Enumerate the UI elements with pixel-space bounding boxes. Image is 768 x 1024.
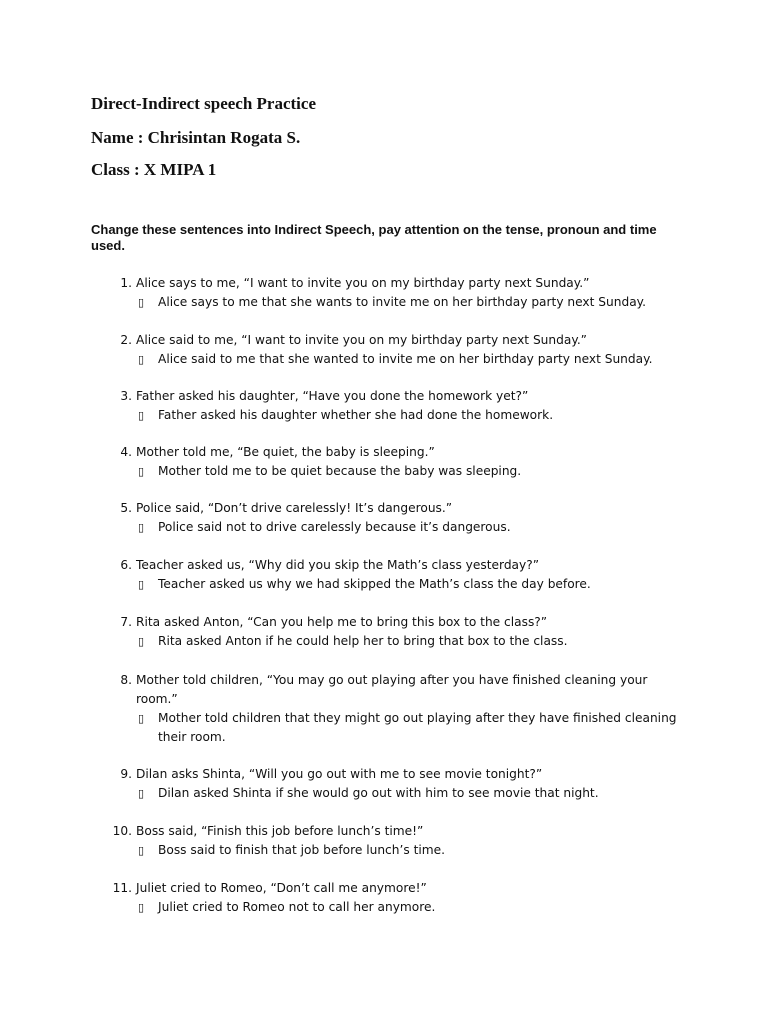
arrow-bullet-icon: ▯ bbox=[137, 296, 145, 309]
item-answer: Alice said to me that she wanted to invite me on her birthday party next Sunday. bbox=[158, 352, 653, 366]
item-number: 2. bbox=[120, 333, 132, 347]
student-name: Name : Chrisintan Rogata S. bbox=[91, 128, 301, 147]
item-question: Mother told children, “You may go out playing after you have finished cleaning your room.” bbox=[136, 673, 648, 706]
item-number: 8. bbox=[120, 673, 132, 687]
arrow-bullet-icon: ▯ bbox=[137, 712, 145, 725]
arrow-bullet-icon: ▯ bbox=[137, 901, 145, 914]
item-question: Father asked his daughter, “Have you done the homework yet?” bbox=[136, 389, 529, 403]
item-answer: Rita asked Anton if he could help her to bring that box to the class. bbox=[158, 634, 568, 648]
item-answer: Boss said to finish that job before lunch’s time. bbox=[158, 843, 445, 857]
item-answer: Juliet cried to Romeo not to call her anymore. bbox=[158, 900, 436, 914]
item-question: Boss said, “Finish this job before lunch’s time!” bbox=[136, 824, 424, 838]
arrow-bullet-icon: ▯ bbox=[137, 521, 145, 534]
item-question: Dilan asks Shinta, “Will you go out with me to see movie tonight?” bbox=[136, 767, 543, 781]
item-question: Teacher asked us, “Why did you skip the Math’s class yesterday?” bbox=[136, 558, 540, 572]
item-number: 1. bbox=[120, 276, 132, 290]
item-answer: Father asked his daughter whether she had done the homework. bbox=[158, 408, 554, 422]
item-number: 4. bbox=[120, 445, 132, 459]
item-answer: Dilan asked Shinta if she would go out with him to see movie that night. bbox=[158, 786, 599, 800]
item-question: Alice says to me, “I want to invite you on my birthday party next Sunday.” bbox=[136, 276, 590, 290]
student-class: Class : X MIPA 1 bbox=[91, 160, 217, 179]
item-number: 5. bbox=[120, 501, 132, 515]
arrow-bullet-icon: ▯ bbox=[137, 787, 145, 800]
item-answer: Mother told me to be quiet because the baby was sleeping. bbox=[158, 464, 522, 478]
item-answer: Alice says to me that she wants to invite me on her birthday party next Sunday. bbox=[158, 295, 647, 309]
arrow-bullet-icon: ▯ bbox=[137, 578, 145, 591]
item-number: 3. bbox=[120, 389, 132, 403]
item-answer: Mother told children that they might go out playing after they have finished cleaning their room. bbox=[158, 711, 677, 744]
item-question: Alice said to me, “I want to invite you on my birthday party next Sunday.” bbox=[136, 333, 588, 347]
item-question: Mother told me, “Be quiet, the baby is sleeping.” bbox=[136, 445, 435, 459]
arrow-bullet-icon: ▯ bbox=[137, 353, 145, 366]
item-number: 7. bbox=[120, 615, 132, 629]
item-question: Juliet cried to Romeo, “Don’t call me anymore!” bbox=[136, 881, 427, 895]
item-answer: Teacher asked us why we had skipped the Math’s class the day before. bbox=[158, 577, 591, 591]
item-number: 11. bbox=[112, 881, 132, 895]
arrow-bullet-icon: ▯ bbox=[137, 635, 145, 648]
arrow-bullet-icon: ▯ bbox=[137, 844, 145, 857]
arrow-bullet-icon: ▯ bbox=[137, 465, 145, 478]
item-number: 10. bbox=[112, 824, 132, 838]
item-question: Police said, “Don’t drive carelessly! It’s dangerous.” bbox=[136, 501, 453, 515]
arrow-bullet-icon: ▯ bbox=[137, 409, 145, 422]
item-number: 9. bbox=[120, 767, 132, 781]
instruction-text: Change these sentences into Indirect Speech, pay attention on the tense, pronoun and time used. bbox=[91, 222, 657, 253]
item-number: 6. bbox=[120, 558, 132, 572]
item-question: Rita asked Anton, “Can you help me to bring this box to the class?” bbox=[136, 615, 548, 629]
item-answer: Police said not to drive carelessly because it’s dangerous. bbox=[158, 520, 511, 534]
document-title: Direct-Indirect speech Practice bbox=[91, 94, 317, 113]
